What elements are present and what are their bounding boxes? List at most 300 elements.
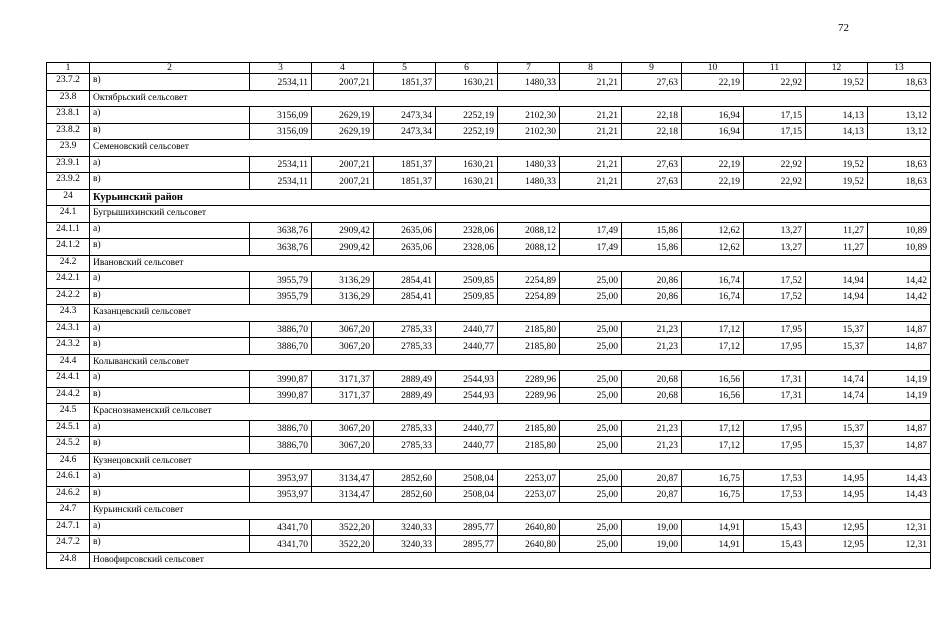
- value-cell: 15,86: [622, 239, 682, 256]
- row-code: 24.4: [47, 354, 90, 371]
- value-cell: 17,95: [744, 420, 806, 437]
- value-cell: 2640,80: [498, 536, 560, 553]
- value-cell: 17,12: [682, 420, 744, 437]
- table-row: [47, 173, 931, 190]
- value-cell: 2007,21: [312, 173, 374, 190]
- value-cell: 3953,97: [250, 470, 312, 487]
- value-cell: 14,74: [806, 387, 868, 404]
- value-cell: 15,37: [806, 338, 868, 355]
- section-header-row: [47, 90, 931, 107]
- value-cell: 17,49: [560, 239, 622, 256]
- value-cell: 2629,19: [312, 123, 374, 140]
- value-cell: 3638,76: [250, 239, 312, 256]
- row-code: 24.2.2: [47, 288, 90, 305]
- value-cell: 2473,34: [374, 123, 436, 140]
- column-number-header: 6: [436, 63, 498, 74]
- row-code: 24.1.2: [47, 239, 90, 256]
- row-code: 24.5.2: [47, 437, 90, 454]
- value-cell: 2088,12: [498, 239, 560, 256]
- row-code: 24.5: [47, 404, 90, 421]
- value-cell: 17,12: [682, 437, 744, 454]
- value-cell: 2785,33: [374, 437, 436, 454]
- value-cell: 16,56: [682, 387, 744, 404]
- table-row: [47, 420, 931, 437]
- value-cell: 19,52: [806, 156, 868, 173]
- value-cell: 1480,33: [498, 74, 560, 91]
- value-cell: 14,95: [806, 470, 868, 487]
- value-cell: 15,37: [806, 321, 868, 338]
- value-cell: 3134,47: [312, 470, 374, 487]
- value-cell: 17,52: [744, 288, 806, 305]
- value-cell: 17,15: [744, 107, 806, 124]
- section-header-row: [47, 354, 931, 371]
- row-code: 24.7: [47, 503, 90, 520]
- table-row: [47, 437, 931, 454]
- table-row: [47, 239, 931, 256]
- value-cell: 2854,41: [374, 288, 436, 305]
- value-cell: 2289,96: [498, 371, 560, 388]
- value-cell: 2534,11: [250, 74, 312, 91]
- value-cell: 2289,96: [498, 387, 560, 404]
- row-code: 24.2: [47, 255, 90, 272]
- value-cell: 14,19: [868, 371, 931, 388]
- value-cell: 3990,87: [250, 387, 312, 404]
- value-cell: 27,63: [622, 173, 682, 190]
- row-code: 24.4.1: [47, 371, 90, 388]
- section-title: Краснознаменский сельсовет: [90, 404, 931, 421]
- value-cell: 14,87: [868, 437, 931, 454]
- value-cell: 19,52: [806, 173, 868, 190]
- column-number-header: 5: [374, 63, 436, 74]
- row-code: 24.7.2: [47, 536, 90, 553]
- row-code: 24.3.2: [47, 338, 90, 355]
- value-cell: 25,00: [560, 272, 622, 289]
- value-cell: 2895,77: [436, 519, 498, 536]
- column-number-header: 2: [90, 63, 250, 74]
- value-cell: 21,23: [622, 338, 682, 355]
- value-cell: 3134,47: [312, 486, 374, 503]
- value-cell: 1630,21: [436, 156, 498, 173]
- section-title: Ивановский сельсовет: [90, 255, 931, 272]
- value-cell: 2253,07: [498, 470, 560, 487]
- value-cell: 2544,93: [436, 387, 498, 404]
- value-cell: 27,63: [622, 156, 682, 173]
- column-number-header-row: [47, 63, 931, 74]
- column-number-header: 13: [868, 63, 931, 74]
- value-cell: 3067,20: [312, 338, 374, 355]
- row-label: а): [90, 519, 250, 536]
- value-cell: 3886,70: [250, 437, 312, 454]
- value-cell: 14,87: [868, 321, 931, 338]
- section-title: Бугрышихинский сельсовет: [90, 206, 931, 223]
- value-cell: 3886,70: [250, 321, 312, 338]
- value-cell: 1851,37: [374, 156, 436, 173]
- value-cell: 3990,87: [250, 371, 312, 388]
- value-cell: 21,23: [622, 321, 682, 338]
- section-title: Курьинский сельсовет: [90, 503, 931, 520]
- row-label: в): [90, 387, 250, 404]
- value-cell: 2635,06: [374, 239, 436, 256]
- table-row: [47, 222, 931, 239]
- value-cell: 2785,33: [374, 420, 436, 437]
- value-cell: 17,31: [744, 387, 806, 404]
- row-code: 24.6.2: [47, 486, 90, 503]
- value-cell: 2328,06: [436, 239, 498, 256]
- value-cell: 2895,77: [436, 536, 498, 553]
- row-code: 24.1: [47, 206, 90, 223]
- value-cell: 20,87: [622, 470, 682, 487]
- value-cell: 11,27: [806, 239, 868, 256]
- value-cell: 2635,06: [374, 222, 436, 239]
- section-header-row: [47, 552, 931, 569]
- column-number-header: 8: [560, 63, 622, 74]
- value-cell: 14,87: [868, 420, 931, 437]
- value-cell: 17,49: [560, 222, 622, 239]
- row-code: 23.9.1: [47, 156, 90, 173]
- value-cell: 2185,80: [498, 437, 560, 454]
- value-cell: 16,75: [682, 470, 744, 487]
- value-cell: 3886,70: [250, 338, 312, 355]
- value-cell: 2185,80: [498, 338, 560, 355]
- value-cell: 2909,42: [312, 222, 374, 239]
- page-number: 72: [838, 22, 849, 34]
- value-cell: 14,42: [868, 272, 931, 289]
- value-cell: 2854,41: [374, 272, 436, 289]
- value-cell: 2889,49: [374, 387, 436, 404]
- value-cell: 15,43: [744, 536, 806, 553]
- section-title: Октябрьский сельсовет: [90, 90, 931, 107]
- column-number-header: 1: [47, 63, 90, 74]
- value-cell: 14,43: [868, 486, 931, 503]
- row-code: 24.6.1: [47, 470, 90, 487]
- value-cell: 21,21: [560, 123, 622, 140]
- value-cell: 22,92: [744, 156, 806, 173]
- column-number-header: 7: [498, 63, 560, 74]
- value-cell: 2785,33: [374, 321, 436, 338]
- table-row: [47, 74, 931, 91]
- value-cell: 2185,80: [498, 321, 560, 338]
- value-cell: 3171,37: [312, 387, 374, 404]
- value-cell: 14,94: [806, 288, 868, 305]
- value-cell: 16,94: [682, 123, 744, 140]
- section-title: Семеновский сельсовет: [90, 140, 931, 157]
- table-row: [47, 156, 931, 173]
- value-cell: 22,19: [682, 156, 744, 173]
- value-cell: 15,86: [622, 222, 682, 239]
- value-cell: 12,31: [868, 536, 931, 553]
- value-cell: 2852,60: [374, 470, 436, 487]
- row-code: 24.1.1: [47, 222, 90, 239]
- value-cell: 19,52: [806, 74, 868, 91]
- table-row: [47, 387, 931, 404]
- value-cell: 14,13: [806, 107, 868, 124]
- row-code: 23.9.2: [47, 173, 90, 190]
- value-cell: 1480,33: [498, 156, 560, 173]
- value-cell: 22,18: [622, 123, 682, 140]
- section-header-row: [47, 206, 931, 223]
- table-row: [47, 107, 931, 124]
- value-cell: 2185,80: [498, 420, 560, 437]
- value-cell: 22,92: [744, 74, 806, 91]
- row-code: 24.2.1: [47, 272, 90, 289]
- value-cell: 14,74: [806, 371, 868, 388]
- value-cell: 2088,12: [498, 222, 560, 239]
- value-cell: 3156,09: [250, 107, 312, 124]
- section-header-row: [47, 305, 931, 322]
- value-cell: 3522,20: [312, 519, 374, 536]
- value-cell: 17,12: [682, 321, 744, 338]
- value-cell: 1630,21: [436, 74, 498, 91]
- value-cell: 17,53: [744, 470, 806, 487]
- value-cell: 3067,20: [312, 420, 374, 437]
- row-code: 24.5.1: [47, 420, 90, 437]
- value-cell: 4341,70: [250, 536, 312, 553]
- value-cell: 2007,21: [312, 74, 374, 91]
- section-header-row: [47, 404, 931, 421]
- district-header-row: [47, 189, 931, 206]
- value-cell: 25,00: [560, 519, 622, 536]
- value-cell: 2440,77: [436, 420, 498, 437]
- value-cell: 16,94: [682, 107, 744, 124]
- value-cell: 17,95: [744, 338, 806, 355]
- row-code: 24: [47, 189, 90, 206]
- value-cell: 17,53: [744, 486, 806, 503]
- value-cell: 17,52: [744, 272, 806, 289]
- value-cell: 15,37: [806, 437, 868, 454]
- value-cell: 14,43: [868, 470, 931, 487]
- value-cell: 22,18: [622, 107, 682, 124]
- section-header-row: [47, 255, 931, 272]
- value-cell: 25,00: [560, 387, 622, 404]
- row-code: 23.8: [47, 90, 90, 107]
- value-cell: 2640,80: [498, 519, 560, 536]
- section-header-row: [47, 453, 931, 470]
- table-row: [47, 338, 931, 355]
- value-cell: 2508,04: [436, 486, 498, 503]
- value-cell: 13,27: [744, 239, 806, 256]
- value-cell: 13,12: [868, 123, 931, 140]
- value-cell: 2440,77: [436, 321, 498, 338]
- value-cell: 16,74: [682, 288, 744, 305]
- value-cell: 19,00: [622, 536, 682, 553]
- value-cell: 15,43: [744, 519, 806, 536]
- value-cell: 2102,30: [498, 123, 560, 140]
- row-code: 24.3: [47, 305, 90, 322]
- value-cell: 25,00: [560, 437, 622, 454]
- value-cell: 18,63: [868, 173, 931, 190]
- value-cell: 22,19: [682, 74, 744, 91]
- section-title: Казанцевский сельсовет: [90, 305, 931, 322]
- value-cell: 25,00: [560, 470, 622, 487]
- value-cell: 25,00: [560, 536, 622, 553]
- value-cell: 15,37: [806, 420, 868, 437]
- value-cell: 20,68: [622, 371, 682, 388]
- table-row: [47, 519, 931, 536]
- value-cell: 21,21: [560, 156, 622, 173]
- column-number-header: 3: [250, 63, 312, 74]
- table-row: [47, 123, 931, 140]
- value-cell: 16,74: [682, 272, 744, 289]
- value-cell: 25,00: [560, 321, 622, 338]
- value-cell: 13,27: [744, 222, 806, 239]
- table-row: [47, 288, 931, 305]
- value-cell: 2007,21: [312, 156, 374, 173]
- value-cell: 2629,19: [312, 107, 374, 124]
- row-code: 24.4.2: [47, 387, 90, 404]
- value-cell: 3240,33: [374, 536, 436, 553]
- section-title: Новофирсовский сельсовет: [90, 552, 931, 569]
- value-cell: 2254,89: [498, 288, 560, 305]
- row-label: а): [90, 420, 250, 437]
- value-cell: 12,62: [682, 239, 744, 256]
- value-cell: 3522,20: [312, 536, 374, 553]
- value-cell: 21,21: [560, 173, 622, 190]
- section-header-row: [47, 140, 931, 157]
- column-number-header: 9: [622, 63, 682, 74]
- value-cell: 2909,42: [312, 239, 374, 256]
- value-cell: 16,56: [682, 371, 744, 388]
- table-body: [47, 63, 931, 569]
- row-label: в): [90, 74, 250, 91]
- section-title: Колыванский сельсовет: [90, 354, 931, 371]
- row-label: в): [90, 536, 250, 553]
- value-cell: 2544,93: [436, 371, 498, 388]
- row-label: в): [90, 437, 250, 454]
- value-cell: 21,21: [560, 107, 622, 124]
- column-number-header: 4: [312, 63, 374, 74]
- value-cell: 12,95: [806, 536, 868, 553]
- value-cell: 2440,77: [436, 437, 498, 454]
- value-cell: 20,86: [622, 272, 682, 289]
- row-code: 23.7.2: [47, 74, 90, 91]
- value-cell: 2473,34: [374, 107, 436, 124]
- value-cell: 14,87: [868, 338, 931, 355]
- row-label: в): [90, 123, 250, 140]
- value-cell: 2889,49: [374, 371, 436, 388]
- value-cell: 1630,21: [436, 173, 498, 190]
- value-cell: 21,23: [622, 437, 682, 454]
- tariff-table: [46, 62, 931, 569]
- value-cell: 2254,89: [498, 272, 560, 289]
- value-cell: 25,00: [560, 420, 622, 437]
- row-label: в): [90, 173, 250, 190]
- value-cell: 25,00: [560, 486, 622, 503]
- section-header-row: [47, 503, 931, 520]
- value-cell: 19,00: [622, 519, 682, 536]
- value-cell: 3136,29: [312, 288, 374, 305]
- table-row: [47, 272, 931, 289]
- column-number-header: 11: [744, 63, 806, 74]
- value-cell: 2252,19: [436, 123, 498, 140]
- value-cell: 3067,20: [312, 321, 374, 338]
- value-cell: 17,15: [744, 123, 806, 140]
- row-label: а): [90, 107, 250, 124]
- value-cell: 14,91: [682, 519, 744, 536]
- value-cell: 20,68: [622, 387, 682, 404]
- value-cell: 3240,33: [374, 519, 436, 536]
- row-label: в): [90, 486, 250, 503]
- value-cell: 3955,79: [250, 272, 312, 289]
- value-cell: 2509,85: [436, 288, 498, 305]
- value-cell: 16,75: [682, 486, 744, 503]
- value-cell: 25,00: [560, 371, 622, 388]
- value-cell: 22,19: [682, 173, 744, 190]
- value-cell: 18,63: [868, 74, 931, 91]
- value-cell: 2253,07: [498, 486, 560, 503]
- row-label: в): [90, 288, 250, 305]
- value-cell: 12,95: [806, 519, 868, 536]
- row-label: а): [90, 371, 250, 388]
- value-cell: 10,89: [868, 222, 931, 239]
- value-cell: 21,21: [560, 74, 622, 91]
- value-cell: 3886,70: [250, 420, 312, 437]
- table-row: [47, 486, 931, 503]
- row-label: а): [90, 222, 250, 239]
- value-cell: 25,00: [560, 288, 622, 305]
- value-cell: 21,23: [622, 420, 682, 437]
- value-cell: 17,95: [744, 321, 806, 338]
- value-cell: 17,31: [744, 371, 806, 388]
- section-title: Кузнецовский сельсовет: [90, 453, 931, 470]
- value-cell: 1480,33: [498, 173, 560, 190]
- value-cell: 14,13: [806, 123, 868, 140]
- row-code: 23.8.2: [47, 123, 90, 140]
- value-cell: 2440,77: [436, 338, 498, 355]
- value-cell: 17,12: [682, 338, 744, 355]
- value-cell: 2509,85: [436, 272, 498, 289]
- value-cell: 3067,20: [312, 437, 374, 454]
- value-cell: 14,94: [806, 272, 868, 289]
- row-code: 24.6: [47, 453, 90, 470]
- value-cell: 2534,11: [250, 156, 312, 173]
- value-cell: 2852,60: [374, 486, 436, 503]
- value-cell: 3171,37: [312, 371, 374, 388]
- column-number-header: 10: [682, 63, 744, 74]
- value-cell: 2534,11: [250, 173, 312, 190]
- value-cell: 27,63: [622, 74, 682, 91]
- value-cell: 12,62: [682, 222, 744, 239]
- value-cell: 14,19: [868, 387, 931, 404]
- table-row: [47, 321, 931, 338]
- value-cell: 1851,37: [374, 74, 436, 91]
- value-cell: 2785,33: [374, 338, 436, 355]
- value-cell: 20,87: [622, 486, 682, 503]
- value-cell: 12,31: [868, 519, 931, 536]
- row-code: 23.9: [47, 140, 90, 157]
- table-row: [47, 470, 931, 487]
- value-cell: 3955,79: [250, 288, 312, 305]
- value-cell: 1851,37: [374, 173, 436, 190]
- row-label: а): [90, 156, 250, 173]
- value-cell: 14,42: [868, 288, 931, 305]
- value-cell: 10,89: [868, 239, 931, 256]
- row-code: 24.8: [47, 552, 90, 569]
- value-cell: 3156,09: [250, 123, 312, 140]
- value-cell: 14,95: [806, 486, 868, 503]
- value-cell: 2252,19: [436, 107, 498, 124]
- value-cell: 3136,29: [312, 272, 374, 289]
- row-label: а): [90, 272, 250, 289]
- value-cell: 2102,30: [498, 107, 560, 124]
- value-cell: 4341,70: [250, 519, 312, 536]
- value-cell: 17,95: [744, 437, 806, 454]
- value-cell: 18,63: [868, 156, 931, 173]
- row-code: 24.3.1: [47, 321, 90, 338]
- value-cell: 2508,04: [436, 470, 498, 487]
- value-cell: 2328,06: [436, 222, 498, 239]
- value-cell: 22,92: [744, 173, 806, 190]
- value-cell: 25,00: [560, 338, 622, 355]
